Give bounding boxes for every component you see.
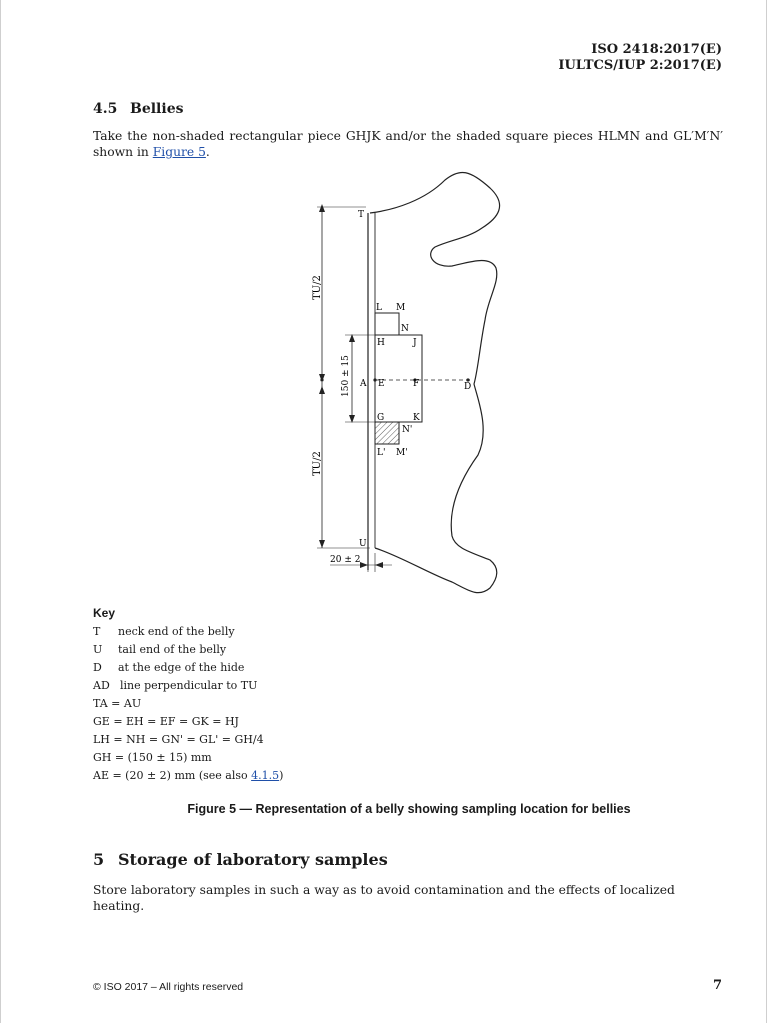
label-h: H <box>377 338 385 348</box>
hide-outline <box>370 172 500 592</box>
copyright-notice: © ISO 2017 – All rights reserved <box>93 981 244 993</box>
dim-label-middle: 150 ± 15 <box>341 355 351 397</box>
square-hlmn <box>375 313 399 335</box>
key-equation: GH = (150 ± 15) mm <box>93 751 212 764</box>
key-item: U tail end of the belly <box>93 643 227 656</box>
figure-5-link[interactable]: Figure 5 <box>152 145 206 159</box>
arrow-width-right <box>375 562 383 568</box>
page-number: 7 <box>712 978 722 993</box>
header-iultcs-number: IULTCS/IUP 2:2017(E) <box>558 58 722 73</box>
key-title: Key <box>93 606 116 620</box>
label-j: J <box>413 338 417 348</box>
key-equation: TA = AU <box>93 697 142 710</box>
paragraph-end: . <box>205 145 210 159</box>
arrow-bottom <box>319 540 325 548</box>
section-5-paragraph: Store laboratory samples in such a way as to avoid contamination and the effects of localized heating. <box>93 883 675 913</box>
label-n-prime: N' <box>402 425 413 435</box>
label-l: L <box>376 303 382 313</box>
arrow-width-left <box>360 562 368 568</box>
key-item: T neck end of the belly <box>93 625 235 638</box>
label-k: K <box>413 413 420 423</box>
label-m: M <box>396 303 406 313</box>
label-a: A <box>360 379 367 389</box>
section-number: 4.5 <box>93 101 118 117</box>
label-e: E <box>378 379 385 389</box>
key-item: AD line perpendicular to TU <box>93 679 258 692</box>
dim-label-bottom: TU/2 <box>312 451 323 476</box>
point-dim-mid <box>320 378 323 381</box>
label-l-prime: L' <box>377 448 386 458</box>
label-n: N <box>401 324 409 334</box>
label-f: F <box>413 379 420 389</box>
arrow-bottom-upper <box>319 386 325 394</box>
section-title: Storage of laboratory samples <box>118 850 388 869</box>
figure-key <box>93 604 283 785</box>
paragraph-text: Take the non-shaded rectangular piece GHJK and/or the shaded square pieces HLMN and GL′M′N′ shown in <box>93 129 723 159</box>
dim-label-width: 20 ± 2 <box>330 555 361 565</box>
section-5-heading <box>93 850 388 869</box>
label-u: U <box>359 539 367 549</box>
key-equation: LH = NH = GN' = GL' = GH/4 <box>93 733 264 746</box>
dim-label-top: TU/2 <box>312 275 323 300</box>
figure-caption: Figure 5 — Representation of a belly showing sampling location for bellies <box>187 802 631 816</box>
key-equation: AE = (20 ± 2) mm (see also 4.1.5) <box>93 769 284 782</box>
section-title: Bellies <box>130 101 184 117</box>
arrow-top <box>319 204 325 212</box>
label-g: G <box>377 413 385 423</box>
section-number: 5 <box>93 850 105 869</box>
label-d: D <box>464 382 472 392</box>
clause-4-1-5-link[interactable]: 4.1.5 <box>251 769 280 782</box>
label-m-prime: M' <box>396 448 408 458</box>
key-equation: GE = EH = EF = GK = HJ <box>93 715 239 728</box>
key-item: D at the edge of the hide <box>93 661 245 674</box>
square-gl-m-n-shaded <box>375 422 399 444</box>
header-standard-number: ISO 2418:2017(E) <box>591 42 722 57</box>
label-t: T <box>358 210 365 220</box>
